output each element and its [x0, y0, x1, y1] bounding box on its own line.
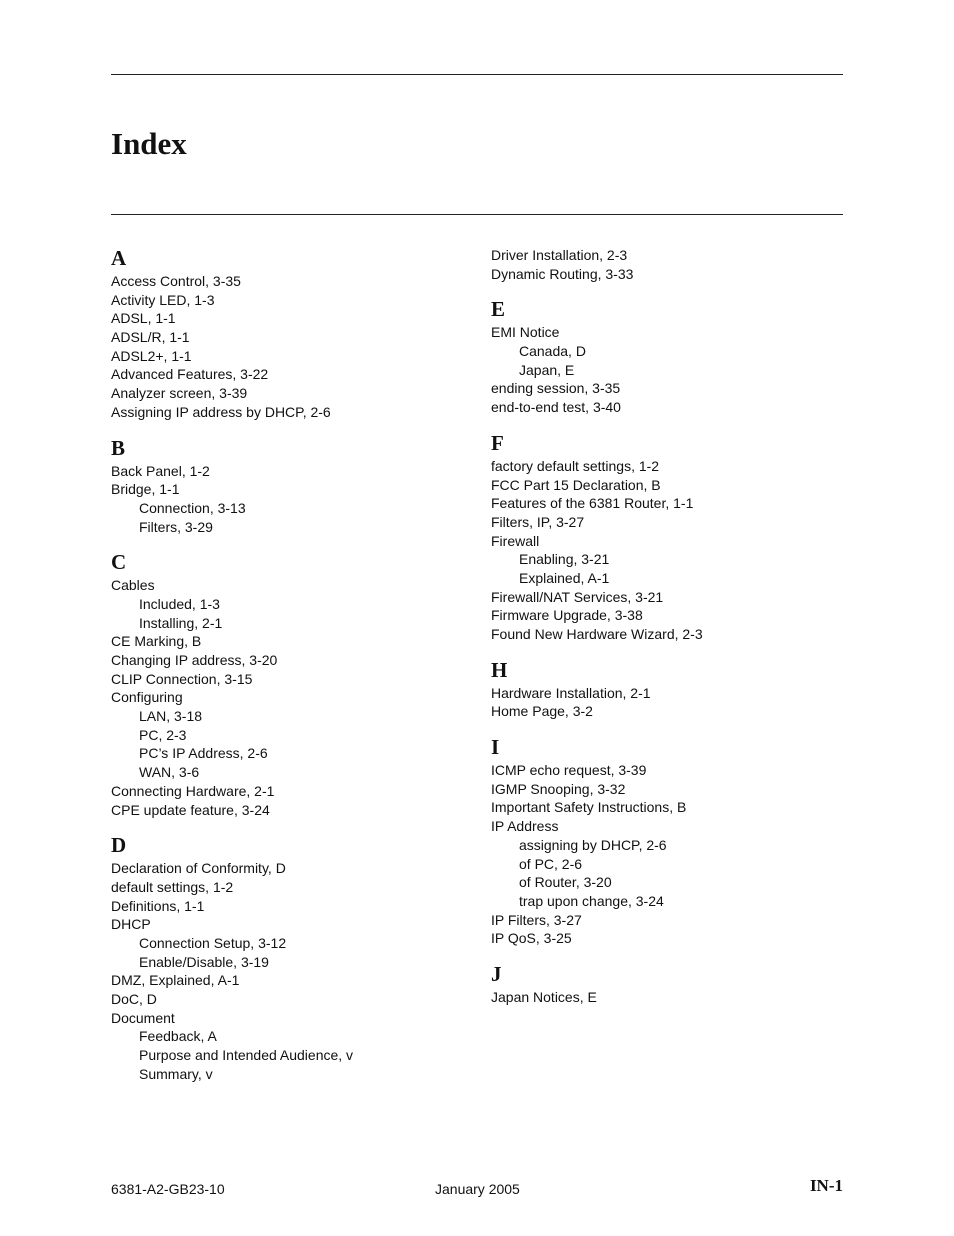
index-subentry: assigning by DHCP, 2-6 — [519, 836, 667, 853]
index-entry: end-to-end test, 3-40 — [491, 399, 621, 416]
page-title: Index — [111, 126, 187, 161]
index-subentry: Connection Setup, 3-12 — [139, 934, 287, 951]
index-entry: IP Address — [491, 818, 559, 835]
index-entry: ending session, 3-35 — [491, 380, 621, 397]
index-section — [491, 246, 851, 283]
index-entry: CLIP Connection, 3-15 — [111, 670, 253, 687]
section-letter: I — [491, 735, 500, 760]
index-subentry: Feedback, A — [139, 1028, 217, 1045]
index-subentry: Canada, D — [519, 343, 586, 360]
index-entry: Access Control, 3-35 — [111, 273, 241, 289]
section-letter: A — [111, 246, 127, 270]
index-entry: DMZ, Explained, A-1 — [111, 972, 240, 989]
index-entry: Bridge, 1-1 — [111, 481, 180, 498]
index-section — [111, 244, 471, 422]
footer-doc-number: 6381-A2-GB23-10 — [111, 1181, 225, 1197]
index-subentry: Explained, A-1 — [519, 569, 610, 586]
index-entry: Back Panel, 1-2 — [111, 462, 210, 479]
index-entry: CPE update feature, 3-24 — [111, 801, 270, 818]
section-letter: D — [111, 833, 127, 858]
index-entry: DHCP — [111, 916, 151, 933]
index-subentry: Filters, 3-29 — [139, 518, 213, 535]
header-rule-bottom — [111, 214, 843, 215]
index-subentry: Summary, v — [139, 1065, 213, 1082]
index-entry: default settings, 1-2 — [111, 878, 234, 895]
section-letter: J — [491, 961, 502, 986]
index-subentry: PC’s IP Address, 2-6 — [139, 745, 268, 762]
footer-page-number: IN-1 — [809, 1176, 843, 1195]
index-entry: Important Safety Instructions, B — [491, 799, 687, 816]
index-entry: Configuring — [111, 689, 183, 706]
index-subentry: Included, 1-3 — [139, 595, 220, 612]
index-entry: ADSL, 1-1 — [111, 310, 176, 327]
index-section — [111, 831, 471, 1083]
index-entry: Cables — [111, 577, 155, 594]
index-entry: Changing IP address, 3-20 — [111, 652, 278, 668]
index-entry: Hardware Installation, 2-1 — [491, 684, 651, 701]
index-entry: Found New Hardware Wizard, 2-3 — [491, 626, 703, 642]
index-subentry: Installing, 2-1 — [139, 614, 223, 631]
section-letter: E — [491, 297, 506, 322]
index-column-right — [491, 246, 851, 1019]
index-subentry: WAN, 3-6 — [139, 764, 200, 781]
index-entry: Driver Installation, 2-3 — [491, 247, 628, 263]
index-entry: Firewall — [491, 532, 540, 549]
section-letter: F — [491, 430, 504, 455]
index-entry: IGMP Snooping, 3-32 — [491, 780, 626, 797]
index-section — [491, 656, 851, 721]
section-letter: H — [491, 657, 508, 682]
index-entry: Analyzer screen, 3-39 — [111, 385, 248, 402]
index-subentry: Enabling, 3-21 — [519, 551, 610, 568]
index-subentry: LAN, 3-18 — [139, 708, 203, 725]
index-subentry: of Router, 3-20 — [519, 874, 612, 891]
index-entry: Advanced Features, 3-22 — [111, 366, 269, 383]
index-section — [491, 733, 851, 948]
section-letter: C — [111, 550, 127, 575]
index-section — [111, 548, 471, 819]
index-column-left — [111, 244, 471, 1095]
index-subentry: Japan, E — [519, 361, 575, 378]
index-entry: Activity LED, 1-3 — [111, 291, 215, 308]
index-entry: Connecting Hardware, 2-1 — [111, 782, 275, 799]
index-entry: Firewall/NAT Services, 3-21 — [491, 588, 664, 605]
index-entry: Japan Notices, E — [491, 988, 597, 1005]
index-entry: Features of the 6381 Router, 1-1 — [491, 495, 694, 512]
header-rule-top — [111, 74, 843, 75]
index-subentry: Enable/Disable, 3-19 — [139, 953, 269, 970]
index-entry: Definitions, 1-1 — [111, 897, 205, 914]
index-section — [111, 434, 471, 537]
index-subentry: Purpose and Intended Audience, v — [139, 1047, 354, 1064]
index-entry: Firmware Upgrade, 3-38 — [491, 607, 643, 624]
index-subentry: trap upon change, 3-24 — [519, 892, 664, 909]
index-section — [491, 429, 851, 644]
index-entry: ADSL2+, 1-1 — [111, 347, 192, 364]
section-letter: B — [111, 435, 126, 460]
index-entry: Filters, IP, 3-27 — [491, 513, 585, 530]
index-entry: Declaration of Conformity, D — [111, 860, 286, 877]
index-entry: ADSL/R, 1-1 — [111, 329, 190, 346]
index-subentry: PC, 2-3 — [139, 726, 187, 743]
index-entry: Dynamic Routing, 3-33 — [491, 265, 634, 282]
index-entry: Home Page, 3-2 — [491, 703, 593, 720]
index-entry: EMI Notice — [491, 324, 560, 341]
index-entry: FCC Part 15 Declaration, B — [491, 476, 661, 493]
index-entry: DoC, D — [111, 991, 157, 1007]
index-entry: CE Marking, B — [111, 633, 202, 650]
index-section — [491, 960, 851, 1007]
index-subentry: of PC, 2-6 — [519, 855, 583, 872]
index-subentry: Connection, 3-13 — [139, 499, 246, 516]
index-entry: Assigning IP address by DHCP, 2-6 — [111, 403, 331, 420]
index-entry: factory default settings, 1-2 — [491, 457, 660, 474]
index-entry: IP QoS, 3-25 — [491, 930, 572, 947]
footer-date: January 2005 — [435, 1181, 520, 1197]
index-entry: IP Filters, 3-27 — [491, 911, 582, 928]
index-entry: ICMP echo request, 3-39 — [491, 762, 647, 779]
index-section — [491, 295, 851, 416]
index-entry: Document — [111, 1009, 175, 1026]
